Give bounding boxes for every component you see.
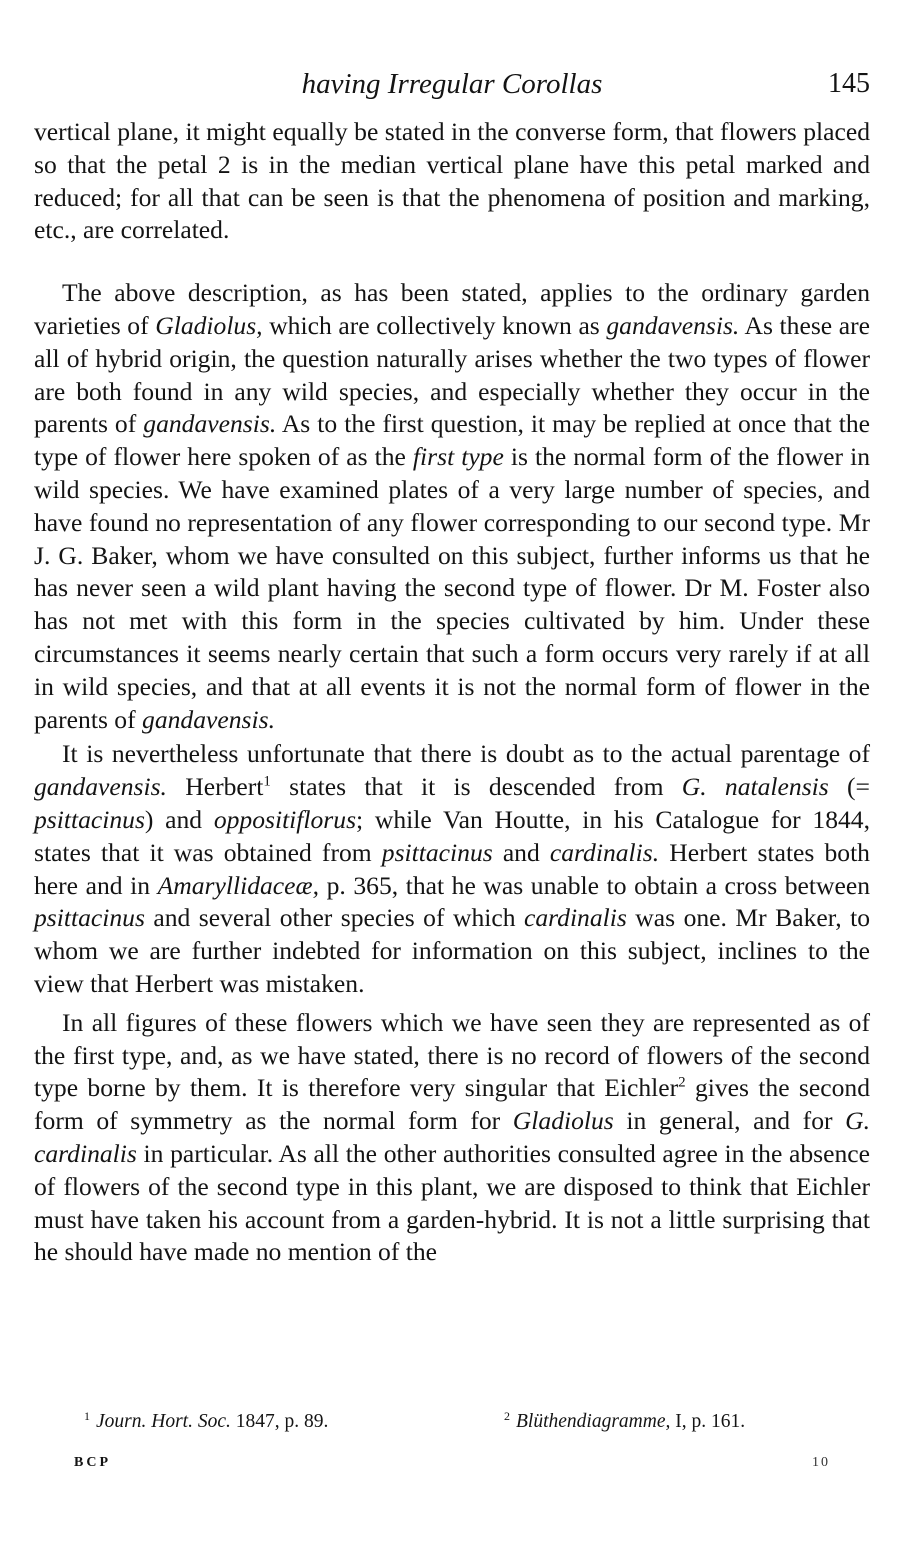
italic-text: gandavensis. [606, 310, 740, 340]
body-text [34, 116, 870, 1269]
footnote-source: Blüthendiagramme, [516, 1411, 671, 1432]
italic-text: psittacinus [34, 903, 145, 933]
italic-text: psittacinus [34, 804, 145, 834]
text-run: which are collectively known as [262, 310, 607, 340]
page-number: 145 [828, 68, 870, 99]
footnote [84, 1408, 328, 1436]
italic-text: Amaryllidaceæ, [157, 870, 319, 900]
footnote [504, 1408, 745, 1436]
text-run: is the normal form of the flower in wild species. We have examined plates of a very large number of species, and have found no representation of any flower corresponding to our second type. Mr J. G. Baker, whom we have consulted on this subject, further informs us that he has never seen a wild plant having the second type of flower. Dr M. Foster also has not met with this form in the species cultivated by him. Under these circumstances it seems nearly certain that such a form occurs very rarely if at all in wild species, and that at all events it is not the normal form of flower in the parents of [34, 442, 871, 734]
italic-text: gandavensis. [34, 772, 167, 802]
italic-text: G. cardinalis [34, 1106, 870, 1168]
footnote-ref-mark: 2 [678, 1074, 686, 1091]
footnote-mark: 2 [504, 1408, 510, 1423]
text-run: in general, and for [613, 1106, 846, 1136]
italic-text: gandavensis. [142, 704, 275, 734]
italic-text: Gladiolus, [155, 310, 263, 340]
running-title: having Irregular Corollas [301, 68, 603, 100]
footnote-mark: 1 [84, 1408, 90, 1423]
text-run: It is nevertheless unfortunate that there is doubt as to the actual parentage of [62, 739, 870, 769]
italic-text: cardinalis [523, 903, 627, 933]
italic-text: psittacinus [381, 837, 493, 867]
footnote-reference: 1847, p. 89. [230, 1411, 329, 1432]
paragraph [34, 277, 870, 736]
italic-text: oppositiflorus [213, 804, 357, 834]
text-run: (= [828, 772, 870, 802]
italic-text: Gladiolus [512, 1106, 614, 1136]
italic-text: gandavensis. [143, 409, 277, 439]
paragraph [34, 738, 870, 1000]
text-run: vertical plane, it might equally be stated in the converse form, that flowers placed so that the petal 2 is in the median vertical plane have this petal marked and reduced; for all that can be seen is that the phenomena of position and marking, etc., are correlated. [34, 117, 870, 245]
paragraph [34, 1007, 870, 1269]
text-run: Herbert [166, 772, 264, 802]
text-run: in particular. As all the other authorities consulted agree in the absence of flowers of the second type in this plant, we are disposed to think that Eichler must have taken his account from a garden-hybrid. It is not a little surprising that he should have made no mention of the [34, 1138, 870, 1267]
text-run: gives the second form of symmetry as the normal form for [34, 1073, 870, 1136]
footnote-reference: I, p. 161. [670, 1411, 746, 1432]
paragraph [34, 116, 870, 247]
italic-text: first type [412, 442, 504, 472]
text-run: states that it is descended from [270, 772, 682, 802]
text-run: ) and [144, 804, 214, 834]
text-run: ; while Van Houtte, in his Catalogue for 1844, states that it was obtained from [34, 804, 870, 867]
text-run: Herbert states both here and in [34, 837, 870, 900]
text-run: and [492, 837, 550, 867]
text-run: As these are all of hybrid origin, the question naturally arises whether the two types of flower are both found in any wild species, and especially whether they occur in the parents of [34, 310, 870, 439]
text-run: and several other species of which [144, 903, 524, 933]
text-run: As to the first question, it may be replied at once that the type of flower here spoken of as the [34, 409, 870, 472]
italic-text: G. natalensis [681, 772, 829, 802]
text-run: p. 365, that he was unable to obtain a cross between [319, 870, 870, 900]
running-head [34, 64, 870, 104]
text-run: was one. Mr Baker, to whom we are further indebted for information on this subject, inclines to the view that Herbert was mistaken. [34, 903, 871, 998]
text-run: In all figures of these flowers which we have seen they are represented as of the first type, and, as we have stated, there is no record of flowers of the second type borne by them. It is therefore very singular that Eichler [34, 1007, 870, 1103]
signature-number: 10 [812, 1455, 830, 1470]
signature-mark: BCP [74, 1455, 111, 1470]
footnote-ref-mark: 1 [263, 773, 271, 790]
footnote-source: Journ. Hort. Soc. [96, 1411, 231, 1432]
text-run: The above description, as has been stated, applies to the ordinary garden varieties of [34, 278, 870, 340]
italic-text: cardinalis. [549, 837, 660, 867]
